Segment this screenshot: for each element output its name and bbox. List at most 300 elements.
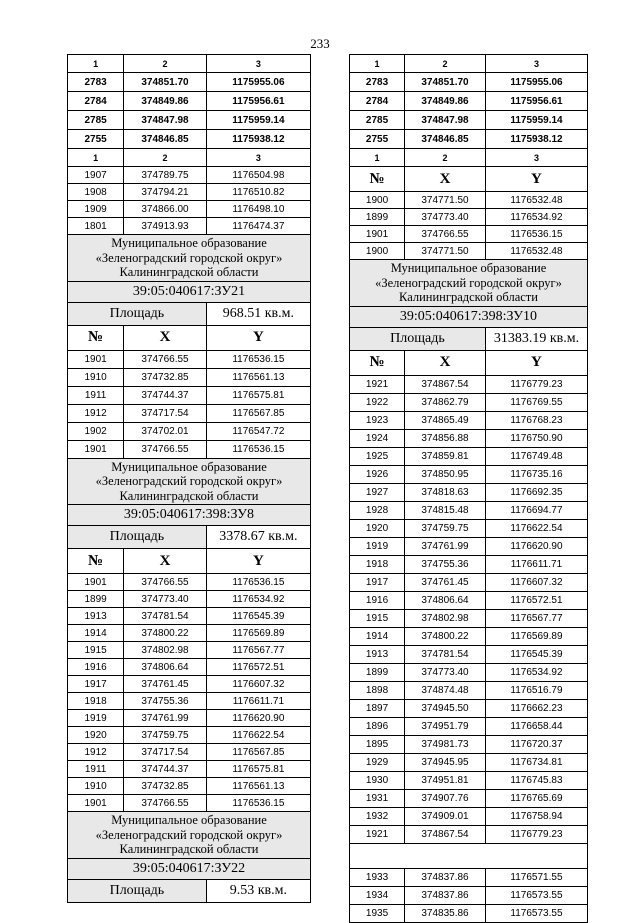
table-row (350, 209, 588, 226)
municipality-label (68, 235, 311, 282)
y-value: 1176611.71 (485, 555, 587, 573)
y-value: 1176575.81 (206, 386, 310, 404)
table-row (350, 735, 588, 753)
x-value: 374945.95 (405, 753, 486, 771)
point-number: 2755 (350, 130, 405, 149)
y-value: 1176510.82 (206, 184, 310, 201)
muni-line: Муниципальное образование (111, 236, 267, 250)
point-number: 1919 (350, 537, 405, 555)
y-value: 1176779.23 (485, 375, 587, 393)
muni-line: Калининградской области (119, 488, 259, 503)
table-row (68, 218, 311, 235)
xy-header-cell: № (68, 325, 124, 350)
y-value: 1176572.51 (206, 659, 310, 676)
cadastral-number: 39:05:040617:ЗУ21 (68, 281, 311, 302)
area-label: Площадь (350, 327, 486, 350)
y-value: 1176567.85 (206, 744, 310, 761)
y-value: 1175959.14 (485, 111, 587, 130)
y-value: 1176662.23 (485, 699, 587, 717)
table-row (68, 73, 311, 92)
y-value: 1176758.94 (485, 807, 587, 825)
header-cell: 3 (206, 149, 310, 167)
point-number: 1899 (68, 591, 124, 608)
point-number: 1895 (350, 735, 405, 753)
xy-header-row (350, 167, 588, 192)
table-row (350, 192, 588, 209)
table-row (350, 465, 588, 483)
table-row (68, 404, 311, 422)
y-value: 1176536.15 (206, 574, 310, 591)
header-row-top (350, 55, 588, 73)
table-row (68, 778, 311, 795)
area-value: 31383.19 кв.м. (485, 327, 587, 350)
x-value: 374846.85 (124, 130, 207, 149)
table-row (68, 350, 311, 368)
header-cell: 2 (405, 149, 486, 167)
y-value: 1176745.83 (485, 771, 587, 789)
y-value: 1176749.48 (485, 447, 587, 465)
table-row (68, 744, 311, 761)
table-row (350, 411, 588, 429)
y-value: 1176545.39 (206, 608, 310, 625)
header-row-top (68, 55, 311, 73)
x-value: 374849.86 (405, 92, 486, 111)
point-number: 1899 (350, 209, 405, 226)
cadastral-number: 39:05:040617:398:ЗУ10 (350, 306, 588, 327)
y-value: 1176536.15 (206, 795, 310, 812)
point-number: 1913 (68, 608, 124, 625)
xy-header-cell: X (124, 325, 207, 350)
point-number: 1911 (68, 386, 124, 404)
point-number: 2755 (68, 130, 124, 149)
table-row (350, 717, 588, 735)
x-value: 374951.79 (405, 717, 486, 735)
x-value: 374781.54 (124, 608, 207, 625)
xy-header-cell: № (350, 167, 405, 192)
table-row (350, 573, 588, 591)
y-value: 1175938.12 (485, 130, 587, 149)
muni-line: Муниципальное образование (390, 261, 547, 275)
table-row (350, 789, 588, 807)
y-value: 1176622.54 (206, 727, 310, 744)
y-value: 1176474.37 (206, 218, 310, 235)
y-value: 1176768.23 (485, 411, 587, 429)
table-row (68, 111, 311, 130)
x-value: 374761.45 (124, 676, 207, 693)
muni-line: Калининградской области (399, 290, 538, 304)
y-value: 1176620.90 (206, 710, 310, 727)
table-row (350, 753, 588, 771)
table-row (68, 92, 311, 111)
point-number: 1898 (350, 681, 405, 699)
x-value: 374856.88 (405, 429, 486, 447)
y-value: 1176622.54 (485, 519, 587, 537)
xy-header-cell: X (124, 549, 207, 574)
y-value: 1176534.92 (485, 663, 587, 681)
header-cell: 3 (485, 149, 587, 167)
area-label: Площадь (68, 526, 207, 549)
xy-header-cell: № (68, 549, 124, 574)
x-value: 374766.55 (124, 350, 207, 368)
header-cell: 3 (485, 55, 587, 73)
table-row (68, 727, 311, 744)
point-number: 1912 (68, 744, 124, 761)
y-value: 1176545.39 (485, 645, 587, 663)
x-value: 374771.50 (405, 243, 486, 260)
x-value: 374800.22 (405, 627, 486, 645)
municipality-block (68, 812, 311, 903)
x-value: 374773.40 (405, 209, 486, 226)
x-value: 374702.01 (124, 422, 207, 440)
x-value: 374744.37 (124, 761, 207, 778)
point-number: 1933 (350, 868, 405, 886)
table-row (350, 807, 588, 825)
table-row (350, 130, 588, 149)
muni-line: «Зеленоградский городской округ» (375, 275, 562, 290)
y-value: 1176532.48 (485, 243, 587, 260)
left-coordinates-table (67, 54, 311, 903)
point-number: 1900 (350, 192, 405, 209)
point-number: 2785 (68, 111, 124, 130)
table-row (68, 608, 311, 625)
header-cell: 1 (68, 149, 124, 167)
y-value: 1176536.15 (206, 440, 310, 458)
header-cell: 2 (124, 149, 207, 167)
x-value: 374847.98 (124, 111, 207, 130)
table-row (350, 483, 588, 501)
point-number: 1917 (350, 573, 405, 591)
table-row (350, 904, 588, 922)
table-row (350, 537, 588, 555)
x-value: 374851.70 (405, 73, 486, 92)
table-row (350, 663, 588, 681)
muni-line: Калининградской области (119, 265, 259, 279)
point-number: 1902 (68, 422, 124, 440)
x-value: 374874.48 (405, 681, 486, 699)
table-row (350, 429, 588, 447)
x-value: 374851.70 (124, 73, 207, 92)
x-value: 374951.81 (405, 771, 486, 789)
x-value: 374717.54 (124, 404, 207, 422)
x-value: 374846.85 (405, 130, 486, 149)
x-value: 374866.00 (124, 201, 207, 218)
x-value: 374837.86 (405, 868, 486, 886)
table-row (350, 393, 588, 411)
table-row (350, 609, 588, 627)
table-row (68, 761, 311, 778)
x-value: 374867.54 (405, 825, 486, 843)
table-row (350, 645, 588, 663)
point-number: 1922 (350, 393, 405, 411)
point-number: 1911 (68, 761, 124, 778)
table-row (350, 555, 588, 573)
point-number: 1916 (350, 591, 405, 609)
table-row (350, 771, 588, 789)
y-value: 1176572.51 (485, 591, 587, 609)
header-row-mid (68, 149, 311, 167)
x-value: 374913.93 (124, 218, 207, 235)
point-number: 1931 (350, 789, 405, 807)
point-number: 2784 (68, 92, 124, 111)
point-number: 1901 (350, 226, 405, 243)
table-row (68, 386, 311, 404)
bold-rows (68, 73, 311, 167)
area-label: Площадь (68, 879, 207, 902)
y-value: 1176575.81 (206, 761, 310, 778)
y-value: 1176611.71 (206, 693, 310, 710)
point-number: 1920 (350, 519, 405, 537)
x-value: 374907.76 (405, 789, 486, 807)
point-number: 2783 (350, 73, 405, 92)
cadastral-number: 39:05:040617:ЗУ22 (68, 858, 311, 879)
y-value: 1176561.13 (206, 778, 310, 795)
table-row (350, 825, 588, 843)
municipality-block (350, 260, 588, 376)
x-value: 374766.55 (124, 574, 207, 591)
y-value: 1176567.85 (206, 404, 310, 422)
header-row-mid (350, 149, 588, 167)
table-row (350, 447, 588, 465)
point-number: 1918 (68, 693, 124, 710)
x-value: 374800.22 (124, 625, 207, 642)
x-value: 374744.37 (124, 386, 207, 404)
point-number: 1924 (350, 429, 405, 447)
cadastral-number: 39:05:040617:398:ЗУ8 (68, 505, 311, 526)
point-number: 1909 (68, 201, 124, 218)
point-number: 1914 (68, 625, 124, 642)
x-value: 374865.49 (405, 411, 486, 429)
point-number: 1918 (350, 555, 405, 573)
point-number: 1926 (350, 465, 405, 483)
x-value: 374847.98 (405, 111, 486, 130)
x-value: 374862.79 (405, 393, 486, 411)
y-value: 1176536.15 (206, 350, 310, 368)
y-value: 1175955.06 (206, 73, 310, 92)
x-value: 374781.54 (405, 645, 486, 663)
table-row (350, 886, 588, 904)
municipality-block (68, 235, 311, 351)
right-coordinates-table (349, 54, 588, 923)
muni-line: Муниципальное образование (111, 813, 267, 827)
header-cell: 3 (206, 55, 310, 73)
header-cell: 1 (68, 55, 124, 73)
y-value: 1176498.10 (206, 201, 310, 218)
x-value: 374732.85 (124, 778, 207, 795)
point-number: 1916 (68, 659, 124, 676)
y-value: 1175956.61 (206, 92, 310, 111)
municipality-label (350, 260, 588, 307)
y-value: 1176694.77 (485, 501, 587, 519)
y-value: 1176720.37 (485, 735, 587, 753)
empty-separator (350, 843, 588, 868)
rows-group (350, 868, 588, 922)
y-value: 1176504.98 (206, 167, 310, 184)
x-value: 374755.36 (124, 693, 207, 710)
table-row (68, 130, 311, 149)
y-value: 1176516.79 (485, 681, 587, 699)
header-cell: 2 (124, 55, 207, 73)
bold-rows (350, 73, 588, 192)
header-cell: 1 (350, 55, 405, 73)
y-value: 1176607.32 (485, 573, 587, 591)
x-value: 374759.75 (124, 727, 207, 744)
xy-header-cell: X (405, 350, 486, 375)
point-number: 1915 (68, 642, 124, 659)
point-number: 1935 (350, 904, 405, 922)
y-value: 1176750.90 (485, 429, 587, 447)
table-row (350, 591, 588, 609)
table-row (350, 375, 588, 393)
y-value: 1176571.55 (485, 868, 587, 886)
xy-header-cell: Y (485, 350, 587, 375)
table-row (68, 440, 311, 458)
table-row (68, 591, 311, 608)
y-value: 1175938.12 (206, 130, 310, 149)
point-number: 1921 (350, 825, 405, 843)
xy-header-cell: Y (206, 325, 310, 350)
xy-header-cell: Y (206, 549, 310, 574)
muni-line: «Зеленоградский городской округ» (95, 827, 283, 842)
table-row (68, 659, 311, 676)
point-number: 2784 (350, 92, 405, 111)
table-row (350, 681, 588, 699)
point-number: 1915 (350, 609, 405, 627)
point-number: 1907 (68, 167, 124, 184)
y-value: 1176532.48 (485, 192, 587, 209)
table-row (350, 868, 588, 886)
y-value: 1175959.14 (206, 111, 310, 130)
x-value: 374850.95 (405, 465, 486, 483)
x-value: 374849.86 (124, 92, 207, 111)
x-value: 374759.75 (405, 519, 486, 537)
x-value: 374773.40 (124, 591, 207, 608)
point-number: 1923 (350, 411, 405, 429)
x-value: 374806.64 (405, 591, 486, 609)
y-value: 1176607.32 (206, 676, 310, 693)
y-value: 1176692.35 (485, 483, 587, 501)
point-number: 1919 (68, 710, 124, 727)
table-row (350, 111, 588, 130)
x-value: 374717.54 (124, 744, 207, 761)
y-value: 1176573.55 (485, 904, 587, 922)
page-number: 233 (310, 36, 330, 51)
point-number: 1930 (350, 771, 405, 789)
y-value: 1176569.89 (206, 625, 310, 642)
table-row (68, 201, 311, 218)
y-value: 1176567.77 (485, 609, 587, 627)
point-number: 1913 (350, 645, 405, 663)
x-value: 374761.99 (405, 537, 486, 555)
muni-line: «Зеленоградский городской округ» (95, 250, 283, 265)
point-number: 1920 (68, 727, 124, 744)
point-number: 2783 (68, 73, 124, 92)
point-number: 1801 (68, 218, 124, 235)
municipality-label (68, 812, 311, 859)
y-value: 1176658.44 (485, 717, 587, 735)
table-row (350, 243, 588, 260)
y-value: 1175956.61 (485, 92, 587, 111)
x-value: 374815.48 (405, 501, 486, 519)
point-number: 1929 (350, 753, 405, 771)
point-number: 1901 (68, 574, 124, 591)
x-value: 374789.75 (124, 167, 207, 184)
x-value: 374818.63 (405, 483, 486, 501)
table-row (68, 642, 311, 659)
xy-header-cell: X (405, 167, 486, 192)
point-number: 1910 (68, 368, 124, 386)
x-value: 374732.85 (124, 368, 207, 386)
header-cell: 2 (405, 55, 486, 73)
rows-group (350, 375, 588, 843)
y-value: 1176547.72 (206, 422, 310, 440)
table-row (350, 501, 588, 519)
point-number: 1901 (68, 350, 124, 368)
x-value: 374835.86 (405, 904, 486, 922)
area-value: 9.53 кв.м. (206, 879, 310, 902)
x-value: 374945.50 (405, 699, 486, 717)
table-row (68, 625, 311, 642)
xy-header-cell: Y (485, 167, 587, 192)
x-value: 374761.45 (405, 573, 486, 591)
point-number: 1925 (350, 447, 405, 465)
municipality-label (68, 458, 311, 505)
table-row (350, 226, 588, 243)
point-number: 1899 (350, 663, 405, 681)
y-value: 1175955.06 (485, 73, 587, 92)
table-row (350, 699, 588, 717)
table-row (68, 368, 311, 386)
point-number: 1914 (350, 627, 405, 645)
y-value: 1176735.16 (485, 465, 587, 483)
x-value: 374766.55 (405, 226, 486, 243)
area-label: Площадь (68, 302, 207, 325)
x-value: 374837.86 (405, 886, 486, 904)
x-value: 374773.40 (405, 663, 486, 681)
point-number: 1901 (68, 440, 124, 458)
point-number: 1921 (350, 375, 405, 393)
x-value: 374806.64 (124, 659, 207, 676)
point-number: 1932 (350, 807, 405, 825)
muni-line: Калининградской области (119, 842, 259, 856)
area-value: 3378.67 кв.м. (206, 526, 310, 549)
point-number: 1927 (350, 483, 405, 501)
y-value: 1176534.92 (485, 209, 587, 226)
table-row (68, 795, 311, 812)
muni-line: Муниципальное образование (111, 459, 267, 474)
rows-group (350, 192, 588, 260)
xy-header-cell: № (350, 350, 405, 375)
point-number: 1900 (350, 243, 405, 260)
point-number: 1934 (350, 886, 405, 904)
x-value: 374909.01 (405, 807, 486, 825)
point-number: 1912 (68, 404, 124, 422)
x-value: 374761.99 (124, 710, 207, 727)
table-row (68, 693, 311, 710)
rows-group (68, 350, 311, 458)
point-number: 1897 (350, 699, 405, 717)
y-value: 1176620.90 (485, 537, 587, 555)
y-value: 1176769.55 (485, 393, 587, 411)
x-value: 374867.54 (405, 375, 486, 393)
x-value: 374794.21 (124, 184, 207, 201)
y-value: 1176573.55 (485, 886, 587, 904)
x-value: 374755.36 (405, 555, 486, 573)
table-row (350, 92, 588, 111)
x-value: 374766.55 (124, 795, 207, 812)
point-number: 1910 (68, 778, 124, 795)
muni-line: «Зеленоградский городской округ» (95, 474, 283, 488)
point-number: 1908 (68, 184, 124, 201)
